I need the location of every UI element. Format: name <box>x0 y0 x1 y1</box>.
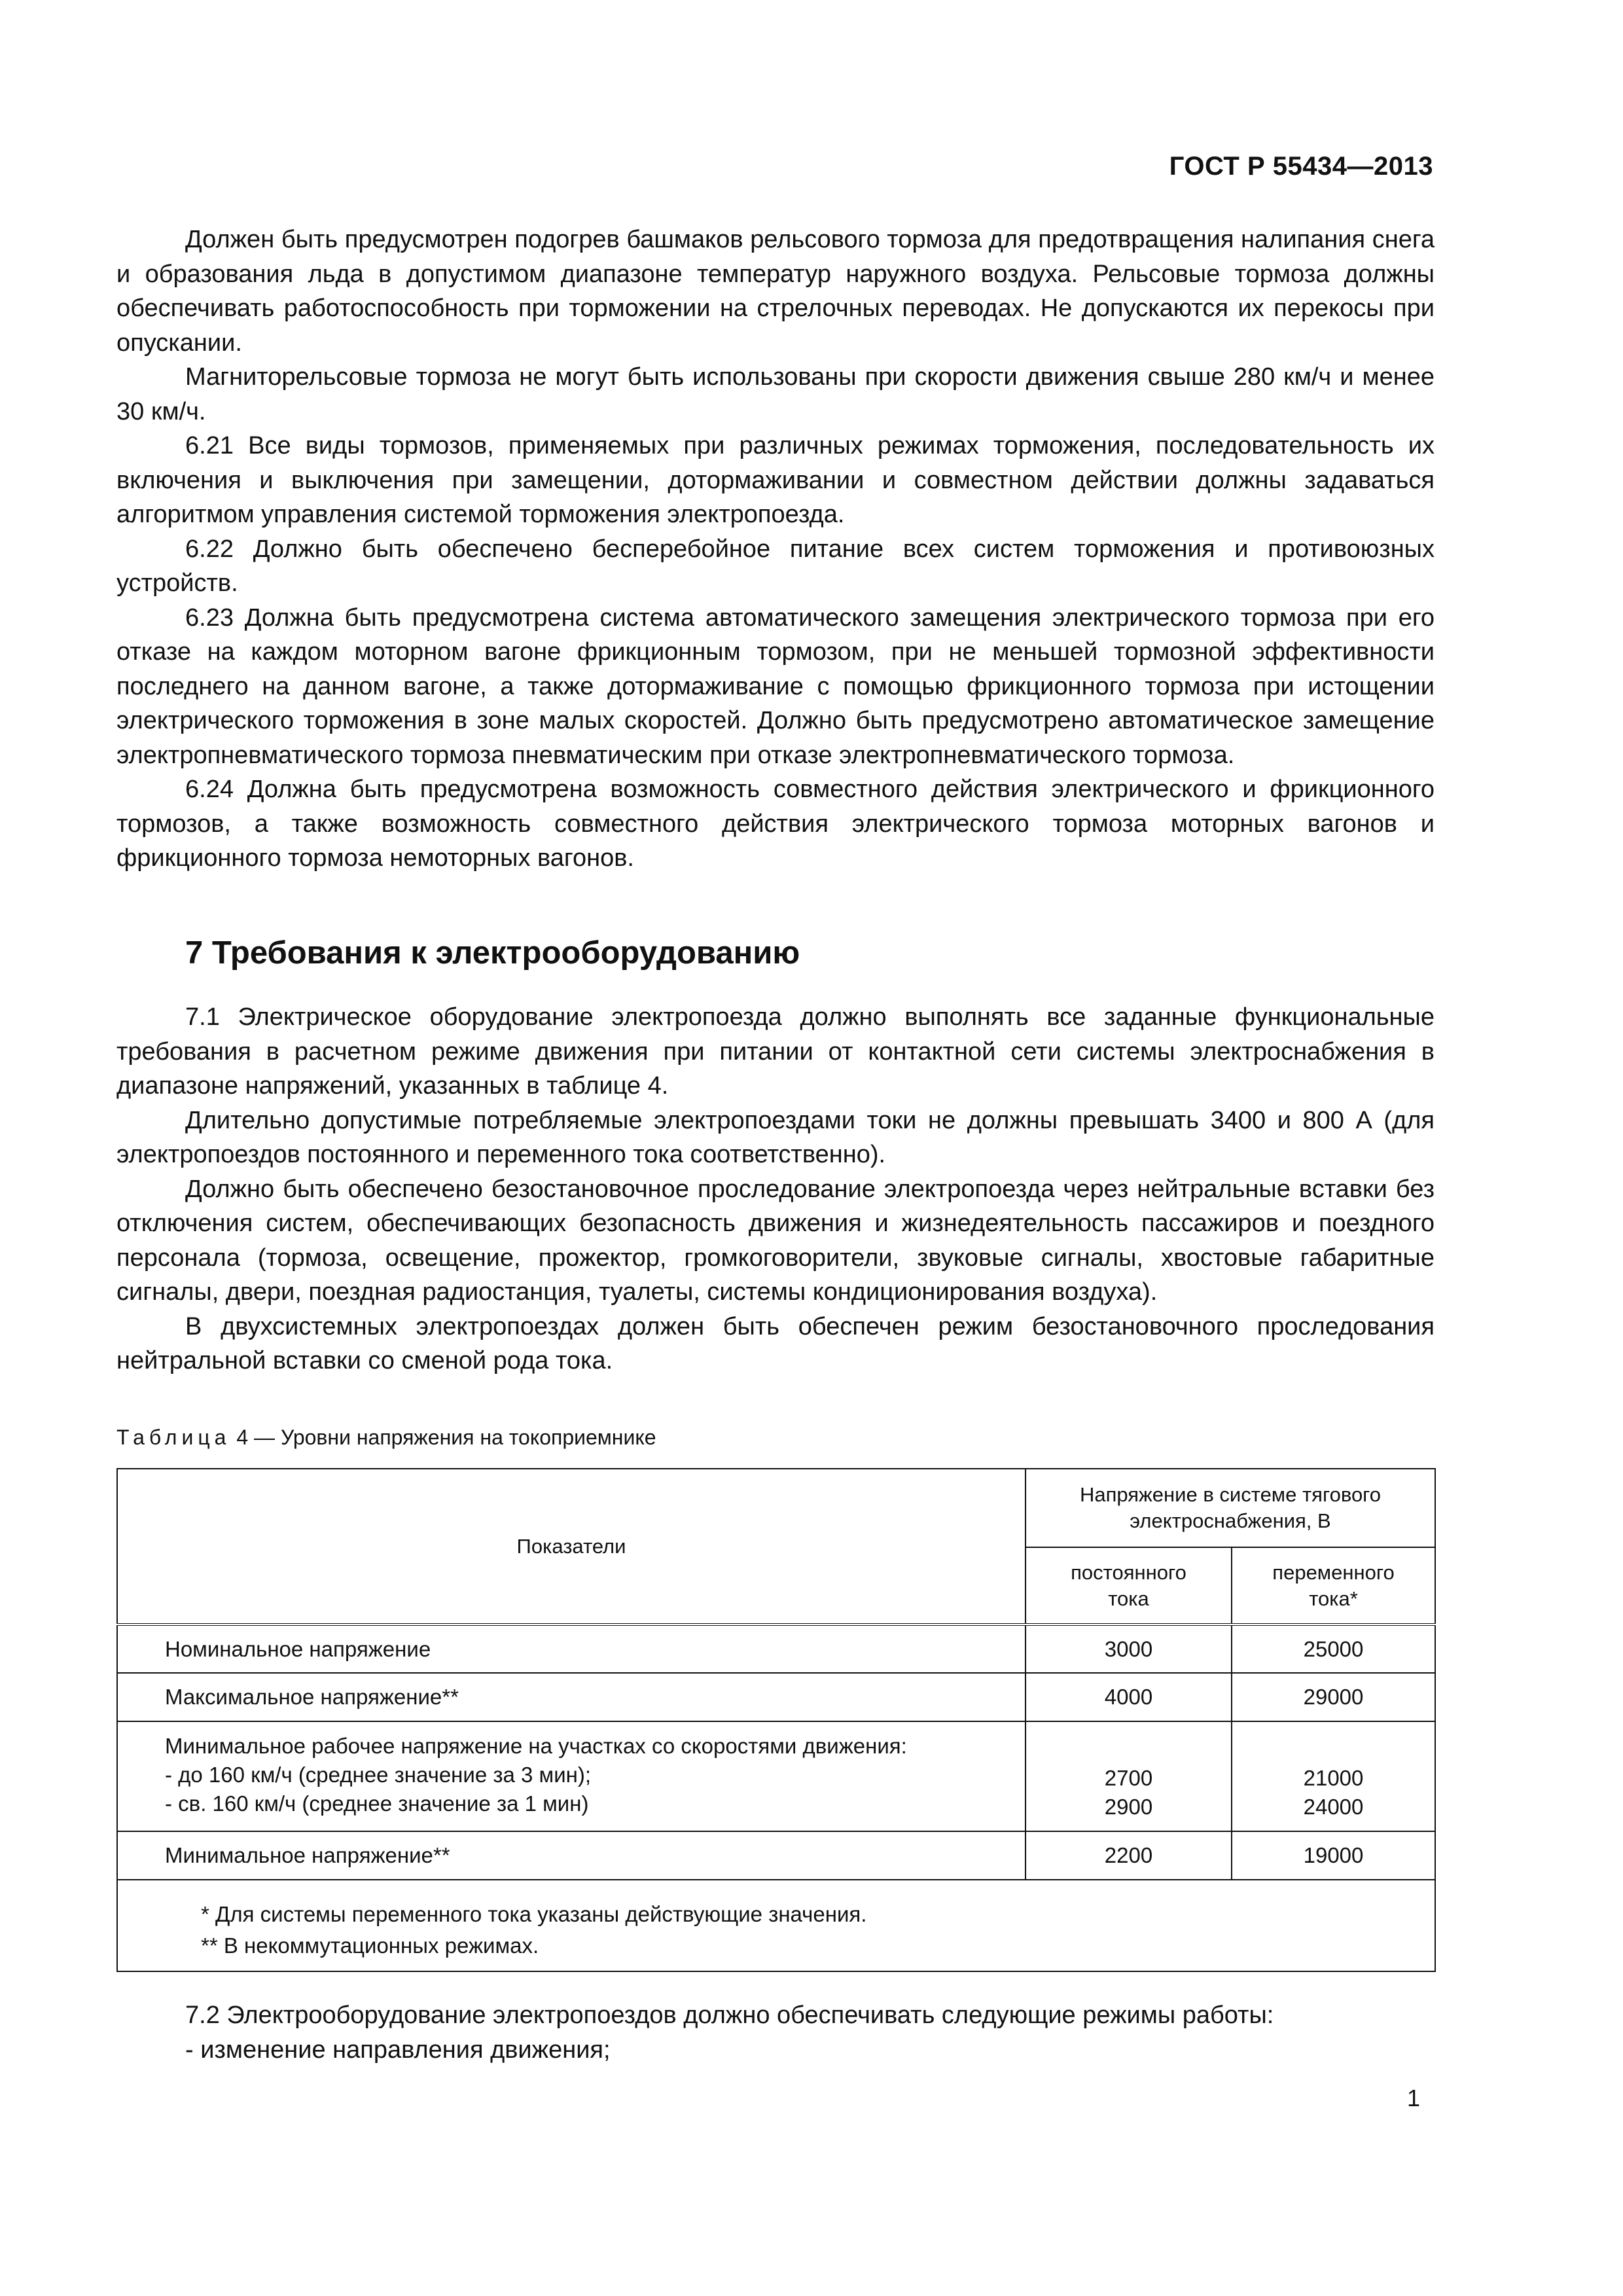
header-indicators: Показатели <box>117 1469 1026 1624</box>
row-label: Минимальное рабочее напряжение на участках со скоростями движения: - до 160 км/ч (среднее значение за 3 мин); - св. 160 км/ч (среднее значение за 1 мин) <box>117 1721 1026 1831</box>
cell-ac: 29000 <box>1232 1673 1435 1721</box>
row-label: Минимальное напряжение** <box>117 1831 1026 1880</box>
cell-dc: 2700 2900 <box>1026 1721 1232 1831</box>
cell-dc: 4000 <box>1026 1673 1232 1721</box>
header-dc: постоянного тока <box>1026 1547 1232 1624</box>
row-label: Максимальное напряжение** <box>117 1673 1026 1721</box>
paragraph: Должен быть предусмотрен подогрев башмаков рельсового тормоза для предотвращения налипания снега и образования льда в допустимом диапазоне температур наружного воздуха. Рельсовые тормоза должны обеспечивать работоспособность при торможении на стрелочных переводах. Не допускаются их перекосы при опускании. <box>116 226 1435 357</box>
paragraph: В двухсистемных электропоездах должен быть обеспечен режим безостановочного проследования нейтральной вставки со сменой рода тока. <box>116 1312 1435 1374</box>
paragraph-6-21: 6.21 Все виды тормозов, применяемых при различных режимах торможения, последовательность их включения и выключения при замещении, дотормаживании и совместном действии должны задаваться алгоритмом управления системой торможения электропоезда. <box>116 432 1435 528</box>
header-ac: переменного тока* <box>1232 1547 1435 1624</box>
paragraph: Длительно допустимые потребляемые электропоездами токи не должны превышать 3400 и 800 А (для электропоездов постоянного и переменного тока соответственно). <box>116 1106 1435 1168</box>
top-text-block <box>116 223 1435 876</box>
row-label: Номинальное напряжение <box>117 1624 1026 1673</box>
cell-dc: 2200 <box>1026 1831 1232 1880</box>
paragraph-6-24: 6.24 Должна быть предусмотрена возможность совместного действия электрического и фрикционного тормозов, а также возможность совместного действия электрического тормоза моторных вагонов и фрикционного тормоза немоторных вагонов. <box>116 776 1435 872</box>
table-row <box>117 1624 1435 1673</box>
section-title: 7 Требования к электрооборудованию <box>185 935 800 971</box>
document-code-header: ГОСТ Р 55434—2013 <box>1169 152 1433 181</box>
paragraph-7-2: 7.2 Электрооборудование электропоездов должно обеспечивать следующие режимы работы: <box>185 2001 1274 2029</box>
header-voltage-group: Напряжение в системе тягового электроснабжения, В <box>1026 1469 1435 1547</box>
section-text-block <box>116 1000 1435 1378</box>
paragraph: Должно быть обеспечено безостановочное проследование электропоезда через нейтральные вставки без отключения систем, обеспечивающих безопасность движения и жизнедеятельность пассажиров и поездного персонала (тормоза, освещение, прожектор, громкоговорители, звуковые сигналы, хвостовые габаритные сигналы, двери, поездная радиостанция, туалеты, системы кондиционирования воздуха). <box>116 1175 1435 1306</box>
paragraph-7-1: 7.1 Электрическое оборудование электропоезда должно выполнять все заданные функциональные требования в расчетном режиме движения при питании от контактной сети системы электроснабжения в диапазоне напряжений, указанных в таблице 4. <box>116 1003 1435 1100</box>
page-number: 1 <box>1406 2085 1420 2111</box>
voltage-table <box>116 1468 1436 1972</box>
table-row <box>117 1673 1435 1721</box>
cell-ac: 19000 <box>1232 1831 1435 1880</box>
paragraph-6-23: 6.23 Должна быть предусмотрена система автоматического замещения электрического тормоза при его отказе на каждом моторном вагоне фрикционным тормозом, при не меньшей тормозной эффективности последнего на данном вагоне, а также дотормаживание с помощью фрикционного тормоза при истощении электрического торможения в зоне малых скоростей. Должно быть предусмотрено автоматическое замещение электропневматического тормоза пневматическим при отказе электропневматического тормоза. <box>116 603 1435 769</box>
table-note: * Для системы переменного тока указаны действующие значения. <box>201 1902 867 1926</box>
cell-ac: 25000 <box>1232 1624 1435 1673</box>
table-row <box>117 1831 1435 1880</box>
table-caption-label: Таблица <box>116 1426 231 1449</box>
cell-ac: 21000 24000 <box>1232 1721 1435 1831</box>
bottom-text-block <box>116 1998 1435 2067</box>
table-row <box>117 1721 1435 1831</box>
list-item: - изменение направления движения; <box>185 2036 611 2064</box>
paragraph-6-22: 6.22 Должно быть обеспечено бесперебойное питание всех систем торможения и противоюзных устройств. <box>116 535 1435 597</box>
paragraph: Магниторельсовые тормоза не могут быть использованы при скорости движения свыше 280 км/ч и менее 30 км/ч. <box>116 363 1435 425</box>
cell-dc: 3000 <box>1026 1624 1232 1673</box>
table-caption <box>116 1426 656 1450</box>
table-note: ** В некоммутационных режимах. <box>201 1933 539 1958</box>
table-notes <box>117 1880 1435 1971</box>
table-caption-text: 4 — Уровни напряжения на токоприемнике <box>230 1426 656 1449</box>
table-notes-row <box>117 1880 1435 1971</box>
